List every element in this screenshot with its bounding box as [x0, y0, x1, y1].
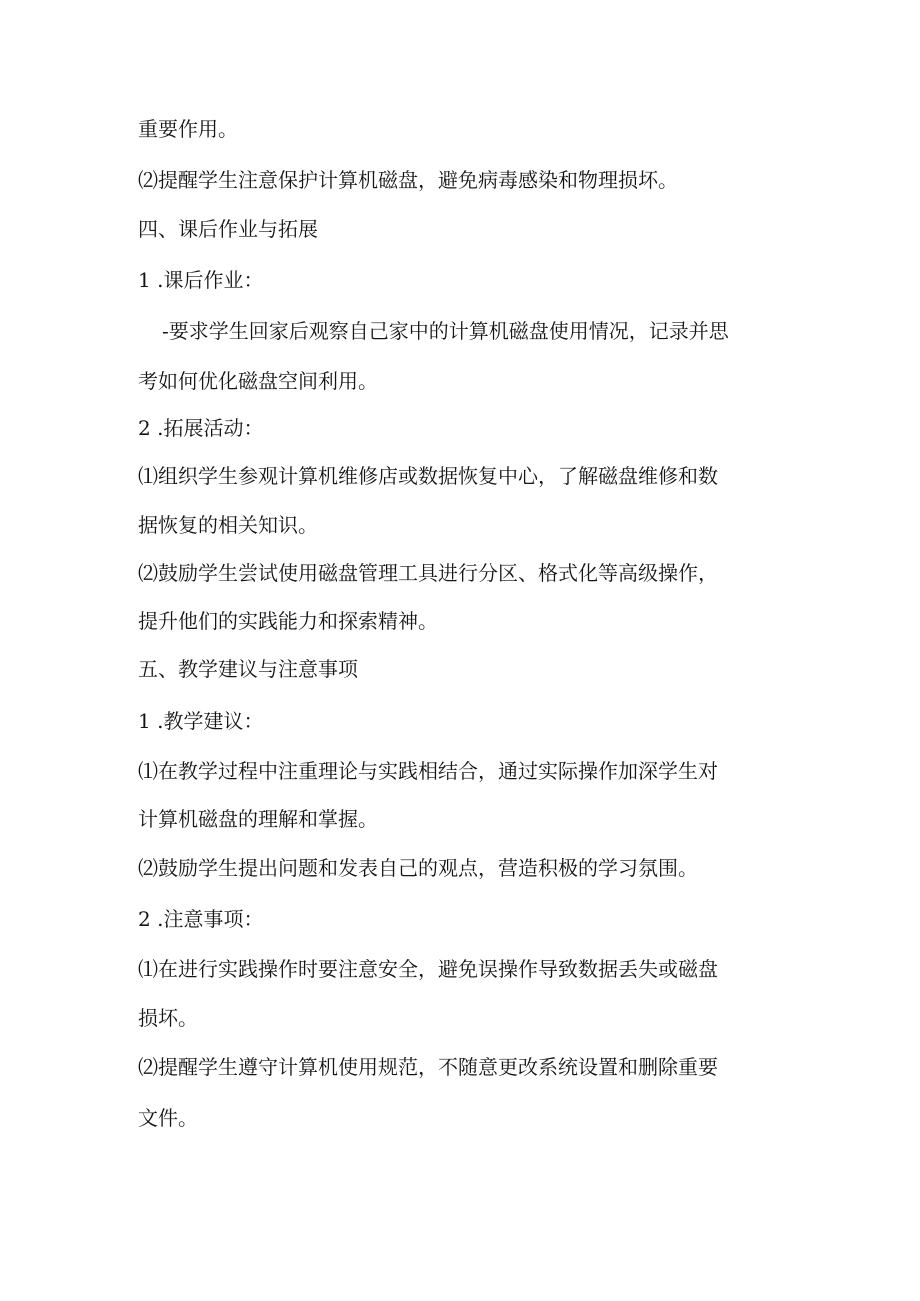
paragraph-line: ⑴组织学生参观计算机维修店或数据恢复中心，了解磁盘维修和数 [138, 464, 718, 488]
paragraph-line: 考如何优化磁盘空间利用。 [138, 369, 378, 393]
subsection-heading: 1 .课后作业： [138, 268, 264, 292]
subsection-heading: 2 .注意事项： [138, 907, 264, 931]
paragraph-line: 损坏。 [138, 1006, 198, 1030]
paragraph-line: ⑵提醒学生注意保护计算机磁盘，避免病毒感染和物理损坏。 [138, 168, 678, 192]
paragraph-line: ⑵鼓励学生尝试使用磁盘管理工具进行分区、格式化等高级操作， [138, 561, 718, 585]
subsection-heading: 2 .拓展活动： [138, 416, 264, 440]
paragraph-line: 提升他们的实践能力和探索精神。 [138, 609, 438, 633]
paragraph-line: 计算机磁盘的理解和掌握。 [138, 807, 378, 831]
section-heading: 五、教学建议与注意事项 [138, 657, 358, 681]
paragraph-line: ⑵鼓励学生提出问题和发表自己的观点，营造积极的学习氛围。 [138, 856, 698, 880]
paragraph-line: ⑵提醒学生遵守计算机使用规范，不随意更改系统设置和删除重要 [138, 1055, 718, 1079]
subsection-heading: 1 .教学建议： [138, 709, 264, 733]
paragraph-line: -要求学生回家后观察自己家中的计算机磁盘使用情况，记录并思 [162, 319, 729, 343]
paragraph-line: ⑴在进行实践操作时要注意安全，避免误操作导致数据丢失或磁盘 [138, 957, 718, 981]
section-heading: 四、课后作业与拓展 [138, 217, 318, 241]
paragraph-line: ⑴在教学过程中注重理论与实践相结合，通过实际操作加深学生对 [138, 759, 718, 783]
paragraph-line: 重要作用。 [138, 117, 238, 141]
paragraph-line: 文件。 [138, 1106, 198, 1130]
paragraph-line: 据恢复的相关知识。 [138, 513, 318, 537]
